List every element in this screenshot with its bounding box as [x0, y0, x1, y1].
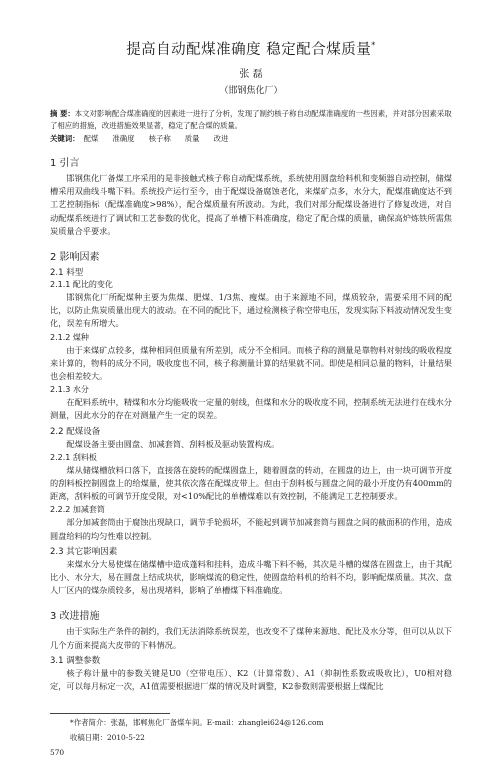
section-heading: 3 改进措施	[50, 611, 100, 623]
subsection-heading: 2.3 其它影响因素	[50, 546, 118, 557]
subsubsection-heading: 2.1.3 水分	[50, 385, 89, 395]
author-footnote: *作者简介：张磊，邯郸焦化厂备煤车间。E-mail：zhanglei624@126.com	[70, 718, 324, 728]
body-paragraph: 煤从储煤槽放料口落下，直接落在旋转的配煤圆盘上，随着圆盘的转动，在圆盘的边上，由一块可调节开度的刮料板控制圆盘上的给煤量，使其依次落在配煤皮带上。但由于刮料板与圆盘之间的最小开度仍有400mm的距离，刮料板的可调节开度受限，对<10%配比的单槽煤难以有效控制，不能满足工艺控制要求。	[50, 464, 452, 502]
subsubsection-heading: 2.1.2 煤种	[50, 332, 89, 342]
keywords	[50, 133, 452, 144]
paper-title	[50, 38, 452, 59]
received-date: 收稿日期：2010-5-22	[70, 733, 145, 743]
subsubsection-heading: 2.2.1 刮料板	[50, 452, 97, 462]
body-paragraph: 部分加减套筒由于腐蚀出现缺口，调节手轮损坏，不能起到调节加减套筒与圆盘之间的截面积的作用，造成圆盘给料的均匀性难以控制。	[50, 517, 452, 541]
paper-title-text: 提高自动配煤准确度 稳定配合煤质量	[126, 42, 372, 58]
title-footnote-mark: *	[371, 41, 376, 51]
section-heading: 1 引言	[50, 158, 80, 169]
abstract	[50, 108, 452, 132]
section-heading: 2 影响因素	[50, 252, 100, 264]
subsection-heading: 2.1 料型	[50, 268, 84, 279]
author-name: 张 磊	[239, 69, 263, 80]
body-paragraph: 配煤设备主要由圆盘、加减套筒、刮料板及驱动装置构成。	[66, 438, 280, 449]
author-affiliation: （邯钢焦化厂）	[219, 86, 283, 96]
body-paragraph: 来煤水分大易使煤在储煤槽中造成蓬料和挂料，造成斗嘴下料不畅，其次是斗槽的煤落在圆盘上，由于其配比小、水分大，易在圆盘上结成块状，影响煤流的稳定性，使圆盘给料机的给料不均，影响配煤质量。其次、盘人厂区内的煤杂质较多，易出现堵料，影响了单槽煤下料准确度。	[50, 558, 452, 596]
footnote-rule	[50, 713, 170, 714]
keyword-term: 准确度	[112, 134, 135, 143]
subsection-heading: 3.1 调整参数	[50, 655, 101, 666]
subsection-heading: 2.2 配煤设备	[50, 426, 101, 437]
body-paragraph: 核子称计量中的参数关键是U0（空带电压）、K2（计算常数）、A1（抑制性系数或吸收比），U0相对稳定，可以每月标定一次，A1值需要根据进厂煤的情况及时调整，K2参数则需要根据上煤配比	[50, 667, 452, 692]
page-number: 570	[50, 748, 65, 757]
body-paragraph: 由于来煤矿点较多，煤种相同但质量有所差别，成分不全相同。而核子称的测量是靠物料对射线的吸收程度来计算的，物料的成分不同，吸收度也不同，核子称测量计算的结果就不同。即使是相同总量的物料，计量结果也会相差较大。	[50, 344, 452, 382]
keyword-term: 改进	[213, 134, 229, 143]
keyword-term: 核子称	[148, 134, 171, 143]
keyword-term: 配煤	[83, 134, 99, 143]
subsubsection-heading: 2.2.2 加减套筒	[50, 505, 105, 515]
keyword-term: 质量	[184, 134, 200, 143]
body-paragraph: 邯钢焦化厂所配煤种主要为焦煤、肥煤、1/3焦、瘦煤。由于来源地不同，煤质较杂，需要采用不同的配比，以防止焦炭质量出现大的波动。在不同的配比下，通过检测核子称空带电压，发现实际下料波动情况发生变化，误差有所增大。	[50, 292, 452, 329]
abstract-label: 摘 要：	[50, 109, 75, 118]
subsubsection-heading: 2.1.1 配比的变化	[50, 280, 113, 290]
body-paragraph: 邯钢焦化厂备煤工序采用的是非接触式核子称自动配煤系统，系统使用圆盘给料机和变频器自动控制，储煤槽采用双曲线斗嘴下料。系统投产运行至今，由于配煤设备腐蚀老化，来煤矿点多，水分大，配煤准确度达不到工艺控制指标（配煤准确度>98%），配合煤质量有所波动。为此，我们对部分配煤设备进行了修复改进，对自动配煤系统进行了调试和工艺参数的优化，提高了单槽下料准确度，稳定了配合煤的质量，确保高炉炼铁所需焦炭质量合乎要求。	[50, 173, 452, 236]
body-paragraph: 在配料系统中，精煤和水分均能吸收一定量的射线，但煤和水分的吸收度不同，控制系统无法进行在线水分测量，因此水分的存在对测量产生一定的误差。	[50, 397, 452, 421]
body-paragraph: 由于实际生产条件的制约，我们无法消除系统误差，也改变不了煤种来源地、配比及水分等，但可以从以下几个方面来提高大皮带的下料情况。	[50, 626, 452, 650]
abstract-text: 本文对影响配合煤准确度的因素进一进行了分析，发现了制约核子称自动配煤准确度的一些因素，并对部分因素采取了相应的措施，改进措施效果显著，稳定了配合煤的质量。	[50, 109, 452, 130]
keywords-label: 关键词：	[50, 134, 80, 143]
